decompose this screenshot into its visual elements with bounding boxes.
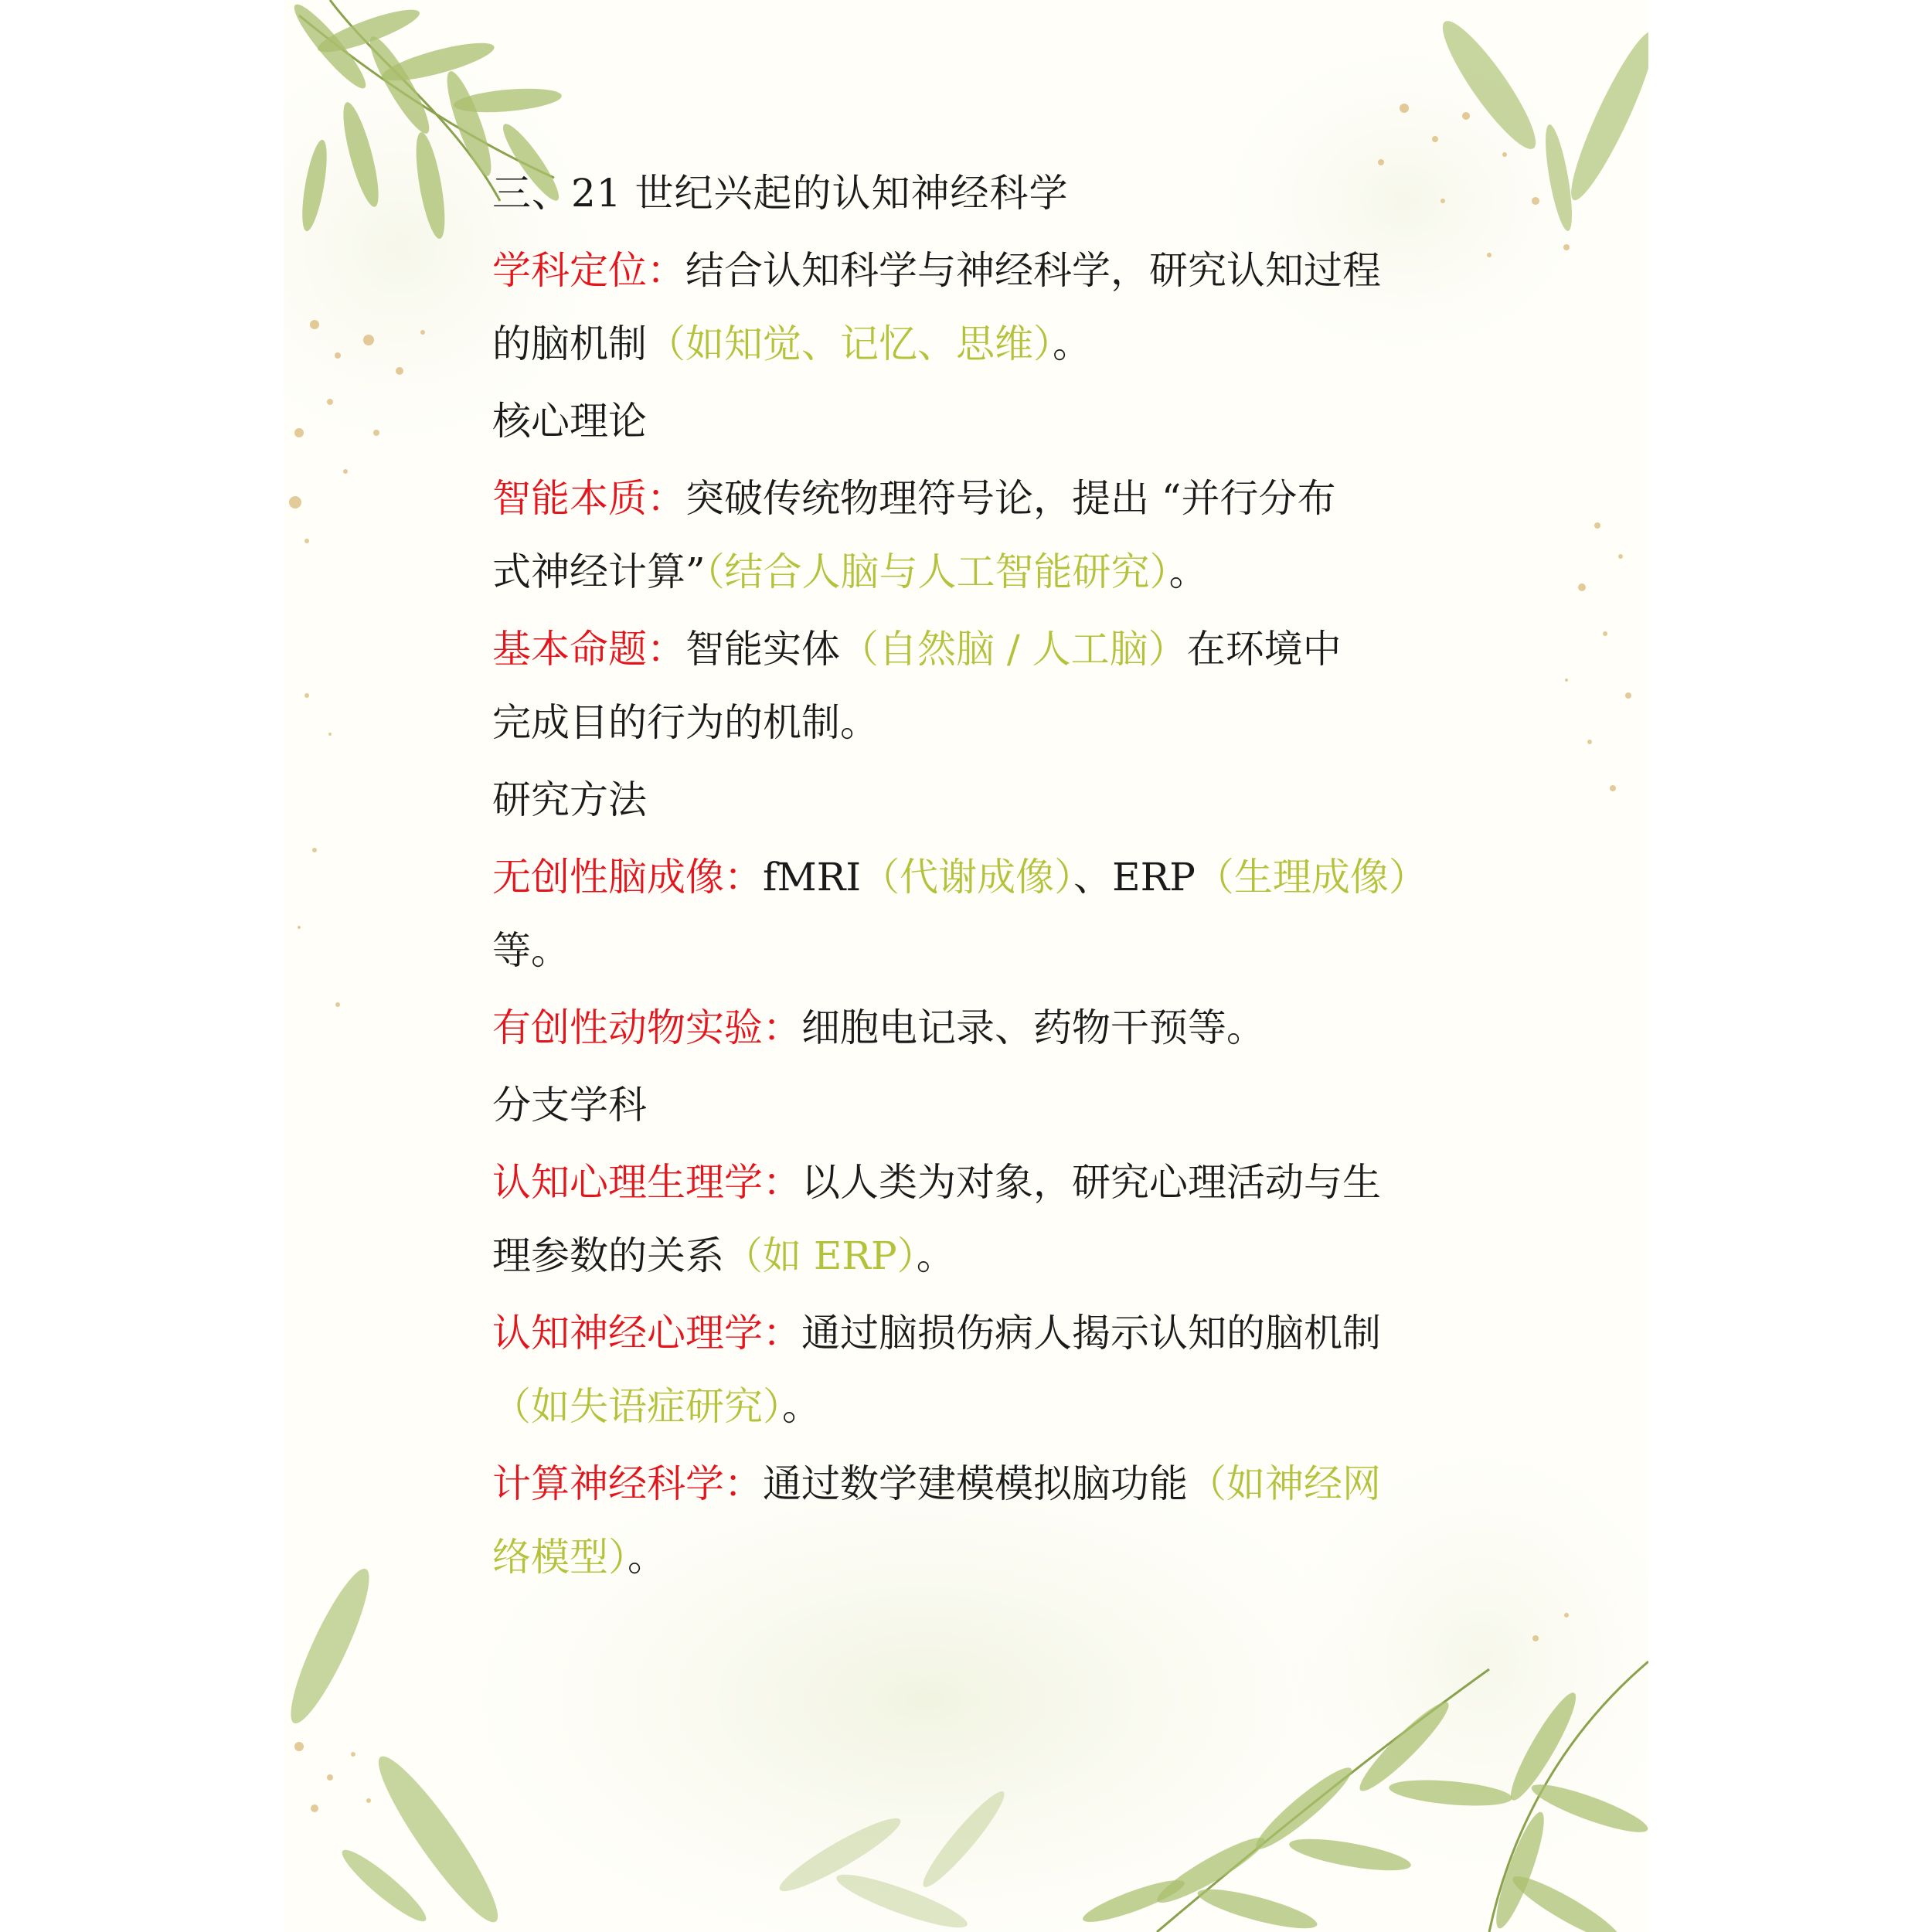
computational-note-cont: 络模型）: [492, 1535, 628, 1580]
erp-text: 、ERP: [1073, 855, 1196, 900]
intelligence-essence-line2: [492, 545, 1208, 599]
neuropsychology-label: 认知神经心理学：: [492, 1311, 801, 1355]
discipline-positioning-line1: [492, 243, 1381, 298]
computational-text: 通过数学建模模拟脑功能: [763, 1461, 1188, 1506]
intelligence-essence-note: （结合人脑与人工智能研究）: [705, 549, 1169, 594]
neuropsychology-note: （如失语症研究）: [492, 1384, 782, 1429]
heading-branches: 分支学科: [492, 1083, 647, 1128]
neuropsychology-line1: [492, 1306, 1381, 1360]
watercolor-wash: [461, 1445, 1389, 1932]
intelligence-essence-text: 突破传统物理符号论，提出 “并行分布: [685, 476, 1336, 521]
period: 。: [782, 1384, 821, 1429]
intelligence-essence-text2: 式神经计算”: [492, 549, 706, 594]
computational-line1: [492, 1457, 1381, 1511]
basic-proposition-note: （自然脑 / 人工脑）: [840, 627, 1187, 672]
psychophysiology-label: 认知心理生理学：: [492, 1160, 801, 1205]
psychophysiology-text2: 理参数的关系: [492, 1233, 724, 1278]
computational-note: （如神经网: [1188, 1461, 1381, 1506]
noninvasive-imaging-line1: [492, 850, 1427, 904]
basic-proposition-line1: [492, 622, 1342, 676]
noninvasive-imaging-line2: 等。: [492, 928, 570, 973]
basic-proposition-label: 基本命题：: [492, 627, 685, 672]
invasive-experiment-text: 细胞电记录、药物干预等。: [801, 1005, 1265, 1050]
discipline-positioning-text2: 的脑机制: [492, 321, 647, 366]
psychophysiology-line2: [492, 1229, 955, 1283]
heading-research-methods: 研究方法: [492, 777, 647, 822]
basic-proposition-line2: 完成目的行为的机制。: [492, 700, 879, 745]
computational-label: 计算神经科学：: [492, 1461, 763, 1506]
computational-line2: [492, 1530, 666, 1584]
erp-note: （生理成像）: [1195, 855, 1427, 900]
psychophysiology-line1: [492, 1155, 1381, 1209]
basic-proposition-text-b: 在环境中: [1186, 627, 1342, 672]
period: 。: [1168, 549, 1208, 594]
psychophysiology-text: 以人类为对象，研究心理活动与生: [801, 1160, 1381, 1205]
noninvasive-imaging-label: 无创性脑成像：: [492, 855, 763, 900]
invasive-experiment-label: 有创性动物实验：: [492, 1005, 801, 1050]
period: 。: [628, 1535, 666, 1580]
neuropsychology-text: 通过脑损伤病人揭示认知的脑机制: [801, 1311, 1381, 1355]
page-title: 三、21 世纪兴起的认知神经科学: [492, 171, 1069, 216]
discipline-positioning-line2: [492, 317, 1091, 371]
heading-core-theory: 核心理论: [492, 399, 647, 444]
fmri-text: fMRI: [763, 855, 862, 900]
discipline-positioning-label: 学科定位：: [492, 248, 685, 293]
intelligence-essence-line1: [492, 471, 1335, 526]
document-page: [284, 0, 1648, 1932]
basic-proposition-text: 智能实体: [685, 627, 840, 672]
discipline-positioning-text: 结合认知科学与神经科学，研究认知过程: [685, 248, 1381, 293]
neuropsychology-line2: [492, 1379, 821, 1434]
discipline-positioning-note: （如知觉、记忆、思维）: [647, 321, 1053, 366]
period: 。: [1053, 321, 1091, 366]
fmri-note: （代谢成像）: [861, 855, 1074, 900]
invasive-experiment-line: [492, 1001, 1265, 1055]
intelligence-essence-label: 智能本质：: [492, 476, 685, 521]
psychophysiology-note: （如 ERP）: [724, 1233, 917, 1278]
period: 。: [916, 1233, 955, 1278]
